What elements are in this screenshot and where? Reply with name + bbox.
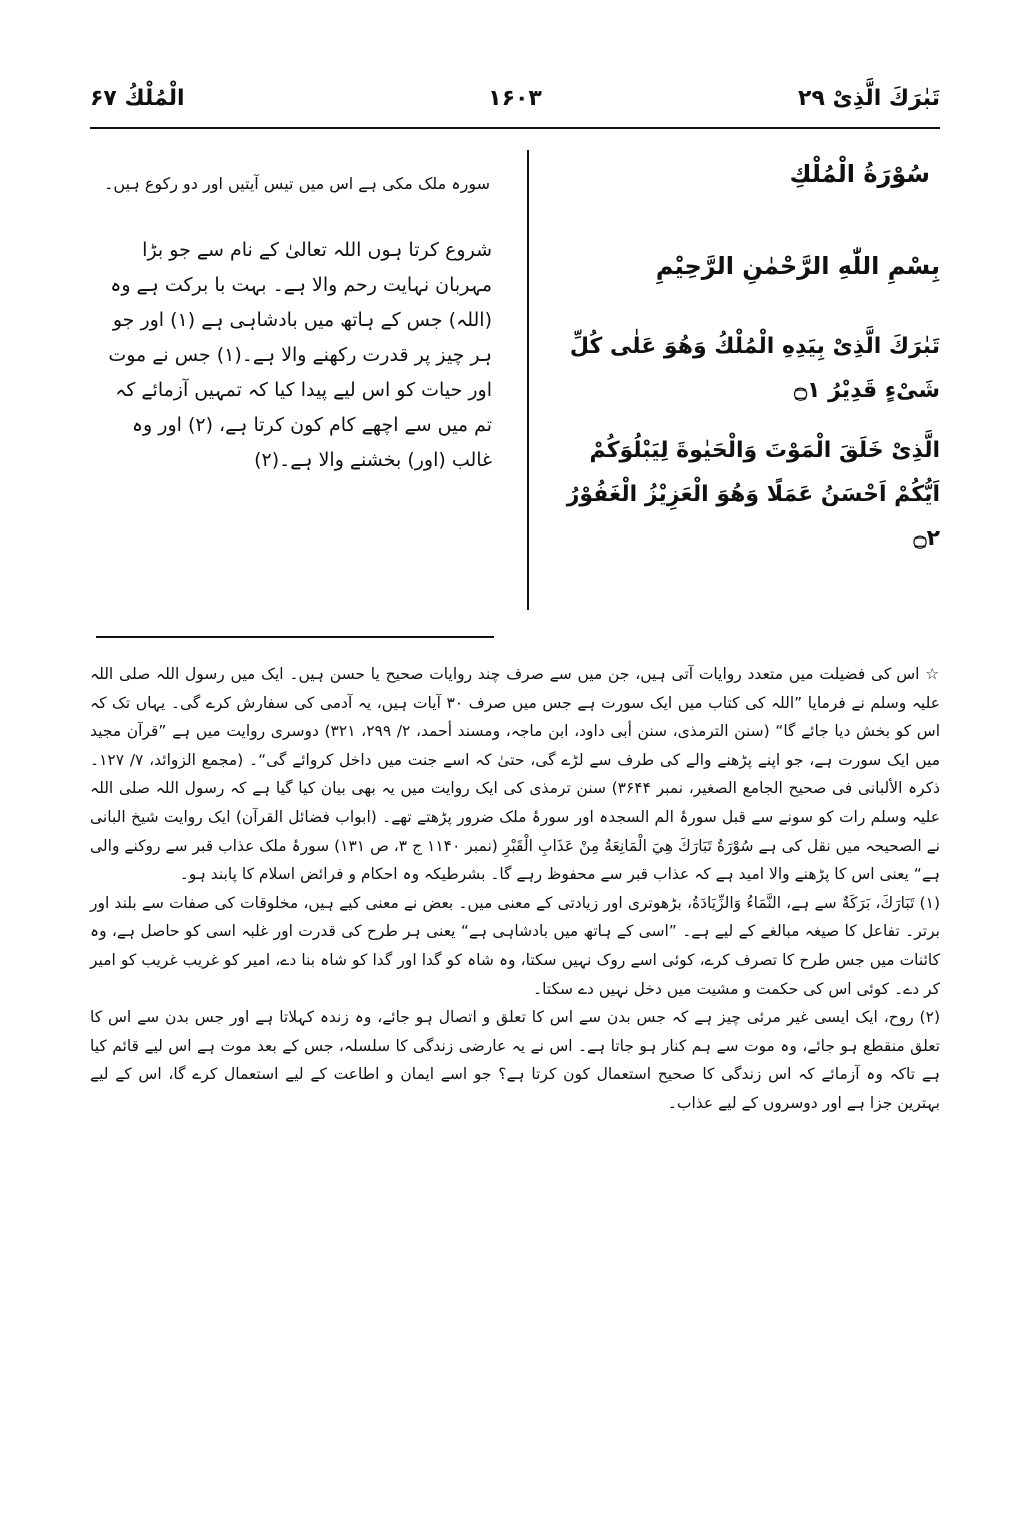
- juz-title: تَبٰرَكَ الَّذِیْ ۲۹: [798, 86, 940, 111]
- header-divider: [90, 127, 940, 129]
- bismillah: بِسْمِ اللّٰهِ الرَّحْمٰنِ الرَّحِیْمِ: [655, 252, 940, 280]
- surah-intro: سورہ ملک مکی ہے اس میں تیس آیتیں اور دو رکوع ہیں۔: [103, 174, 490, 193]
- arabic-column: [548, 160, 940, 577]
- page-number: ۱۶۰۳: [488, 86, 542, 111]
- footnote-divider: [96, 636, 494, 638]
- translation-column: [100, 174, 512, 478]
- surah-title: الْمُلْكُ ۶۷: [90, 86, 185, 111]
- surah-name: سُوْرَةُ الْمُلْكِ: [789, 160, 930, 188]
- note-virtue: ☆ اس کی فضیلت میں متعدد روایات آتی ہیں، جن میں سے صرف چند روایات صحیح یا حسن ہیں۔ ایک میں رسول اللہ صلی اللہ علیہ وسلم نے فرمایا ”اللہ کی کتاب میں ایک سورت ہے جس میں صرف ۳۰ آیات ہیں، یہ آدمی کی سفارش کرے گی۔ یہاں تک کہ اس کو بخش دیا جائے گا“ (سنن الترمذی، سنن أبی داود، ابن ماجہ، ومسند أحمد، ۲/ ۲۹۹، ۳۲۱) دوسری روایت میں ہے ”قرآن مجید میں ایک سورت ہے، جو اپنے پڑھنے والے کی طرف سے لڑے گی، حتیٰ کہ اسے جنت میں داخل کروائے گی“۔ (مجمع الزوائد، ۷/ ۱۲۷۔ ذکرہ الألبانی فی صحیح الجامع الصغیر، نمبر ۳۶۴۴) سنن ترمذی کی ایک روایت میں یہ بھی بیان کیا گیا ہے کہ رسول اللہ صلی اللہ علیہ وسلم رات کو سونے سے قبل سورۂ الم السجدہ اور سورۂ ملک ضرور پڑھتے تھے۔ (ابواب فضائل القرآن) ایک روایت شیخ البانی نے الصحیحہ میں نقل کی ہے سُوْرَةُ تَبَارَكَ هِيَ الْمَانِعَةُ مِنْ عَذَابِ الْقَبْرِ (نمبر ۱۱۴۰ ج ۳، ص ۱۳۱) سورۂ ملک عذاب قبر سے روکنے والی ہے“ یعنی اس کا پڑھنے والا امید ہے کہ عذاب قبر سے محفوظ رہے گا۔ بشرطیکہ وہ احکام و فرائض اسلام کا پابند ہو۔: [90, 660, 940, 889]
- page-header: [90, 86, 940, 126]
- footnote-1: (۱) تَبَارَكَ، بَرَكَةٌ سے ہے، النَّمَاءُ وَالزِّيَادَةُ، بڑھوتری اور زیادتی کے معنی میں۔ بعض نے معنی کیے ہیں، مخلوقات کی صفات سے بلند اور برتر۔ تفاعل کا صیغہ مبالغے کے لیے ہے۔ ”اسی کے ہاتھ میں بادشاہی ہے“ یعنی ہر طرح کی قدرت اور غلبہ اسی کو حاصل ہے، وہ کائنات میں جس طرح کا تصرف کرے، کوئی اسے روک نہیں سکتا، وہ شاہ کو گدا اور گدا کو شاہ بنا دے، امیر کو غریب غریب کو امیر کر دے۔ کوئی اس کی حکمت و مشیت میں دخل نہیں دے سکتا۔: [90, 893, 940, 998]
- translation-text: شروع کرتا ہوں اللہ تعالیٰ کے نام سے جو بڑا مہربان نہایت رحم والا ہے۔ بہت با برکت ہے وہ (اللہ) جس کے ہاتھ میں بادشاہی ہے (۱) اور جو ہر چیز پر قدرت رکھنے والا ہے۔(۱) جس نے موت اور حیات کو اس لیے پیدا کیا کہ تمہیں آزمائے کہ تم میں سے اچھے کام کون کرتا ہے، (۲) اور وہ غالب (اور) بخشنے والا ہے۔(۲): [108, 239, 492, 471]
- footnote-2: (۲) روح، ایک ایسی غیر مرئی چیز ہے کہ جس بدن سے اس کا تعلق و اتصال ہو جائے، وہ زندہ کہلاتا ہے اور جس بدن سے اس کا تعلق منقطع ہو جائے، وہ موت سے ہم کنار ہو جاتا ہے۔ اس نے یہ عارضی زندگی کا سلسلہ، جس کے بعد موت ہے اس لیے قائم کیا ہے تاکہ وہ آزمائے کہ اس زندگی کا صحیح استعمال کون کرتا ہے؟ جو اسے ایمان و اطاعت کے لیے استعمال کرے گا، اس کے لیے بہترین جزا ہے اور دوسروں کے لیے عذاب۔: [90, 1008, 940, 1112]
- column-divider: [527, 150, 529, 610]
- commentary: [90, 660, 940, 1118]
- verse-1: تَبٰرَكَ الَّذِیْ بِیَدِهِ الْمُلْكُ وَهُوَ عَلٰی كُلِّ شَیْءٍ قَدِیْرُ ۝۱: [569, 334, 940, 403]
- verse-2: الَّذِیْ خَلَقَ الْمَوْتَ وَالْحَیٰوةَ لِیَبْلُوَكُمْ اَیُّكُمْ اَحْسَنُ عَمَلًا وَهُوَ الْعَزِیْزُ الْغَفُوْرُ ۝۲: [566, 438, 940, 551]
